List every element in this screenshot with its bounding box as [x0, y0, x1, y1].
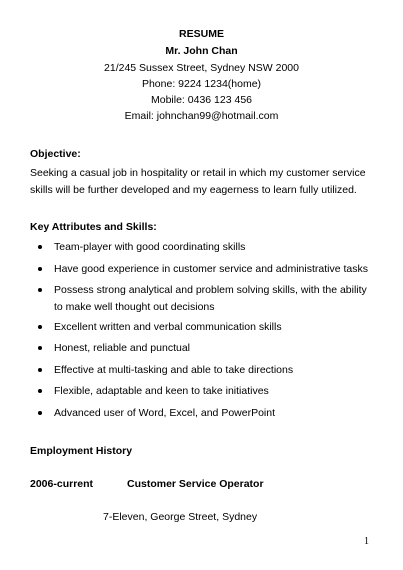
- skill-item-text: Advanced user of Word, Excel, and PowerPoint: [54, 407, 276, 419]
- skill-item-text: Team-player with good coordinating skills: [54, 241, 246, 253]
- skill-item-text: Have good experience in customer service and administrative tasks: [54, 263, 368, 275]
- objective-line-1: Seeking a casual job in hospitality or retail in which my customer service: [30, 167, 366, 179]
- bullet-icon: [38, 389, 42, 393]
- bullet-icon: [38, 411, 42, 415]
- phone-line: Phone: 9224 1234(home): [141, 78, 262, 90]
- bullet-icon: [38, 346, 42, 350]
- candidate-name: Mr. John Chan: [165, 45, 238, 57]
- skill-item-continuation: to make well thought out decisions: [54, 301, 215, 313]
- skill-item-text: Excellent written and verbal communication skills: [54, 321, 282, 333]
- employment-heading: Employment History: [30, 445, 133, 457]
- employment-period: 2006-current: [30, 478, 94, 490]
- page-number: 1: [364, 536, 369, 547]
- skill-item-text: Honest, reliable and punctual: [54, 342, 191, 354]
- skill-item-text: Effective at multi-tasking and able to take directions: [54, 364, 294, 376]
- skill-item-text: Possess strong analytical and problem solving skills, with the ability: [54, 284, 367, 296]
- objective-heading: Objective:: [30, 148, 81, 160]
- employment-employer: 7-Eleven, George Street, Sydney: [103, 511, 258, 523]
- address-line: 21/245 Sussex Street, Sydney NSW 2000: [104, 62, 299, 74]
- skill-item-text: Flexible, adaptable and keen to take initiatives: [54, 385, 269, 397]
- mobile-line: Mobile: 0436 123 456: [151, 94, 252, 106]
- objective-line-2: skills will be further developed and my eagerness to learn fully utilized.: [30, 184, 357, 196]
- bullet-icon: [38, 245, 42, 249]
- bullet-icon: [38, 368, 42, 372]
- employment-role: Customer Service Operator: [127, 478, 264, 490]
- bullet-icon: [38, 267, 42, 271]
- bullet-icon: [38, 325, 42, 329]
- bullet-icon: [38, 288, 42, 292]
- email-line: Email: johnchan99@hotmail.com: [124, 110, 279, 122]
- skills-heading: Key Attributes and Skills:: [30, 221, 157, 233]
- resume-title: RESUME: [179, 28, 224, 40]
